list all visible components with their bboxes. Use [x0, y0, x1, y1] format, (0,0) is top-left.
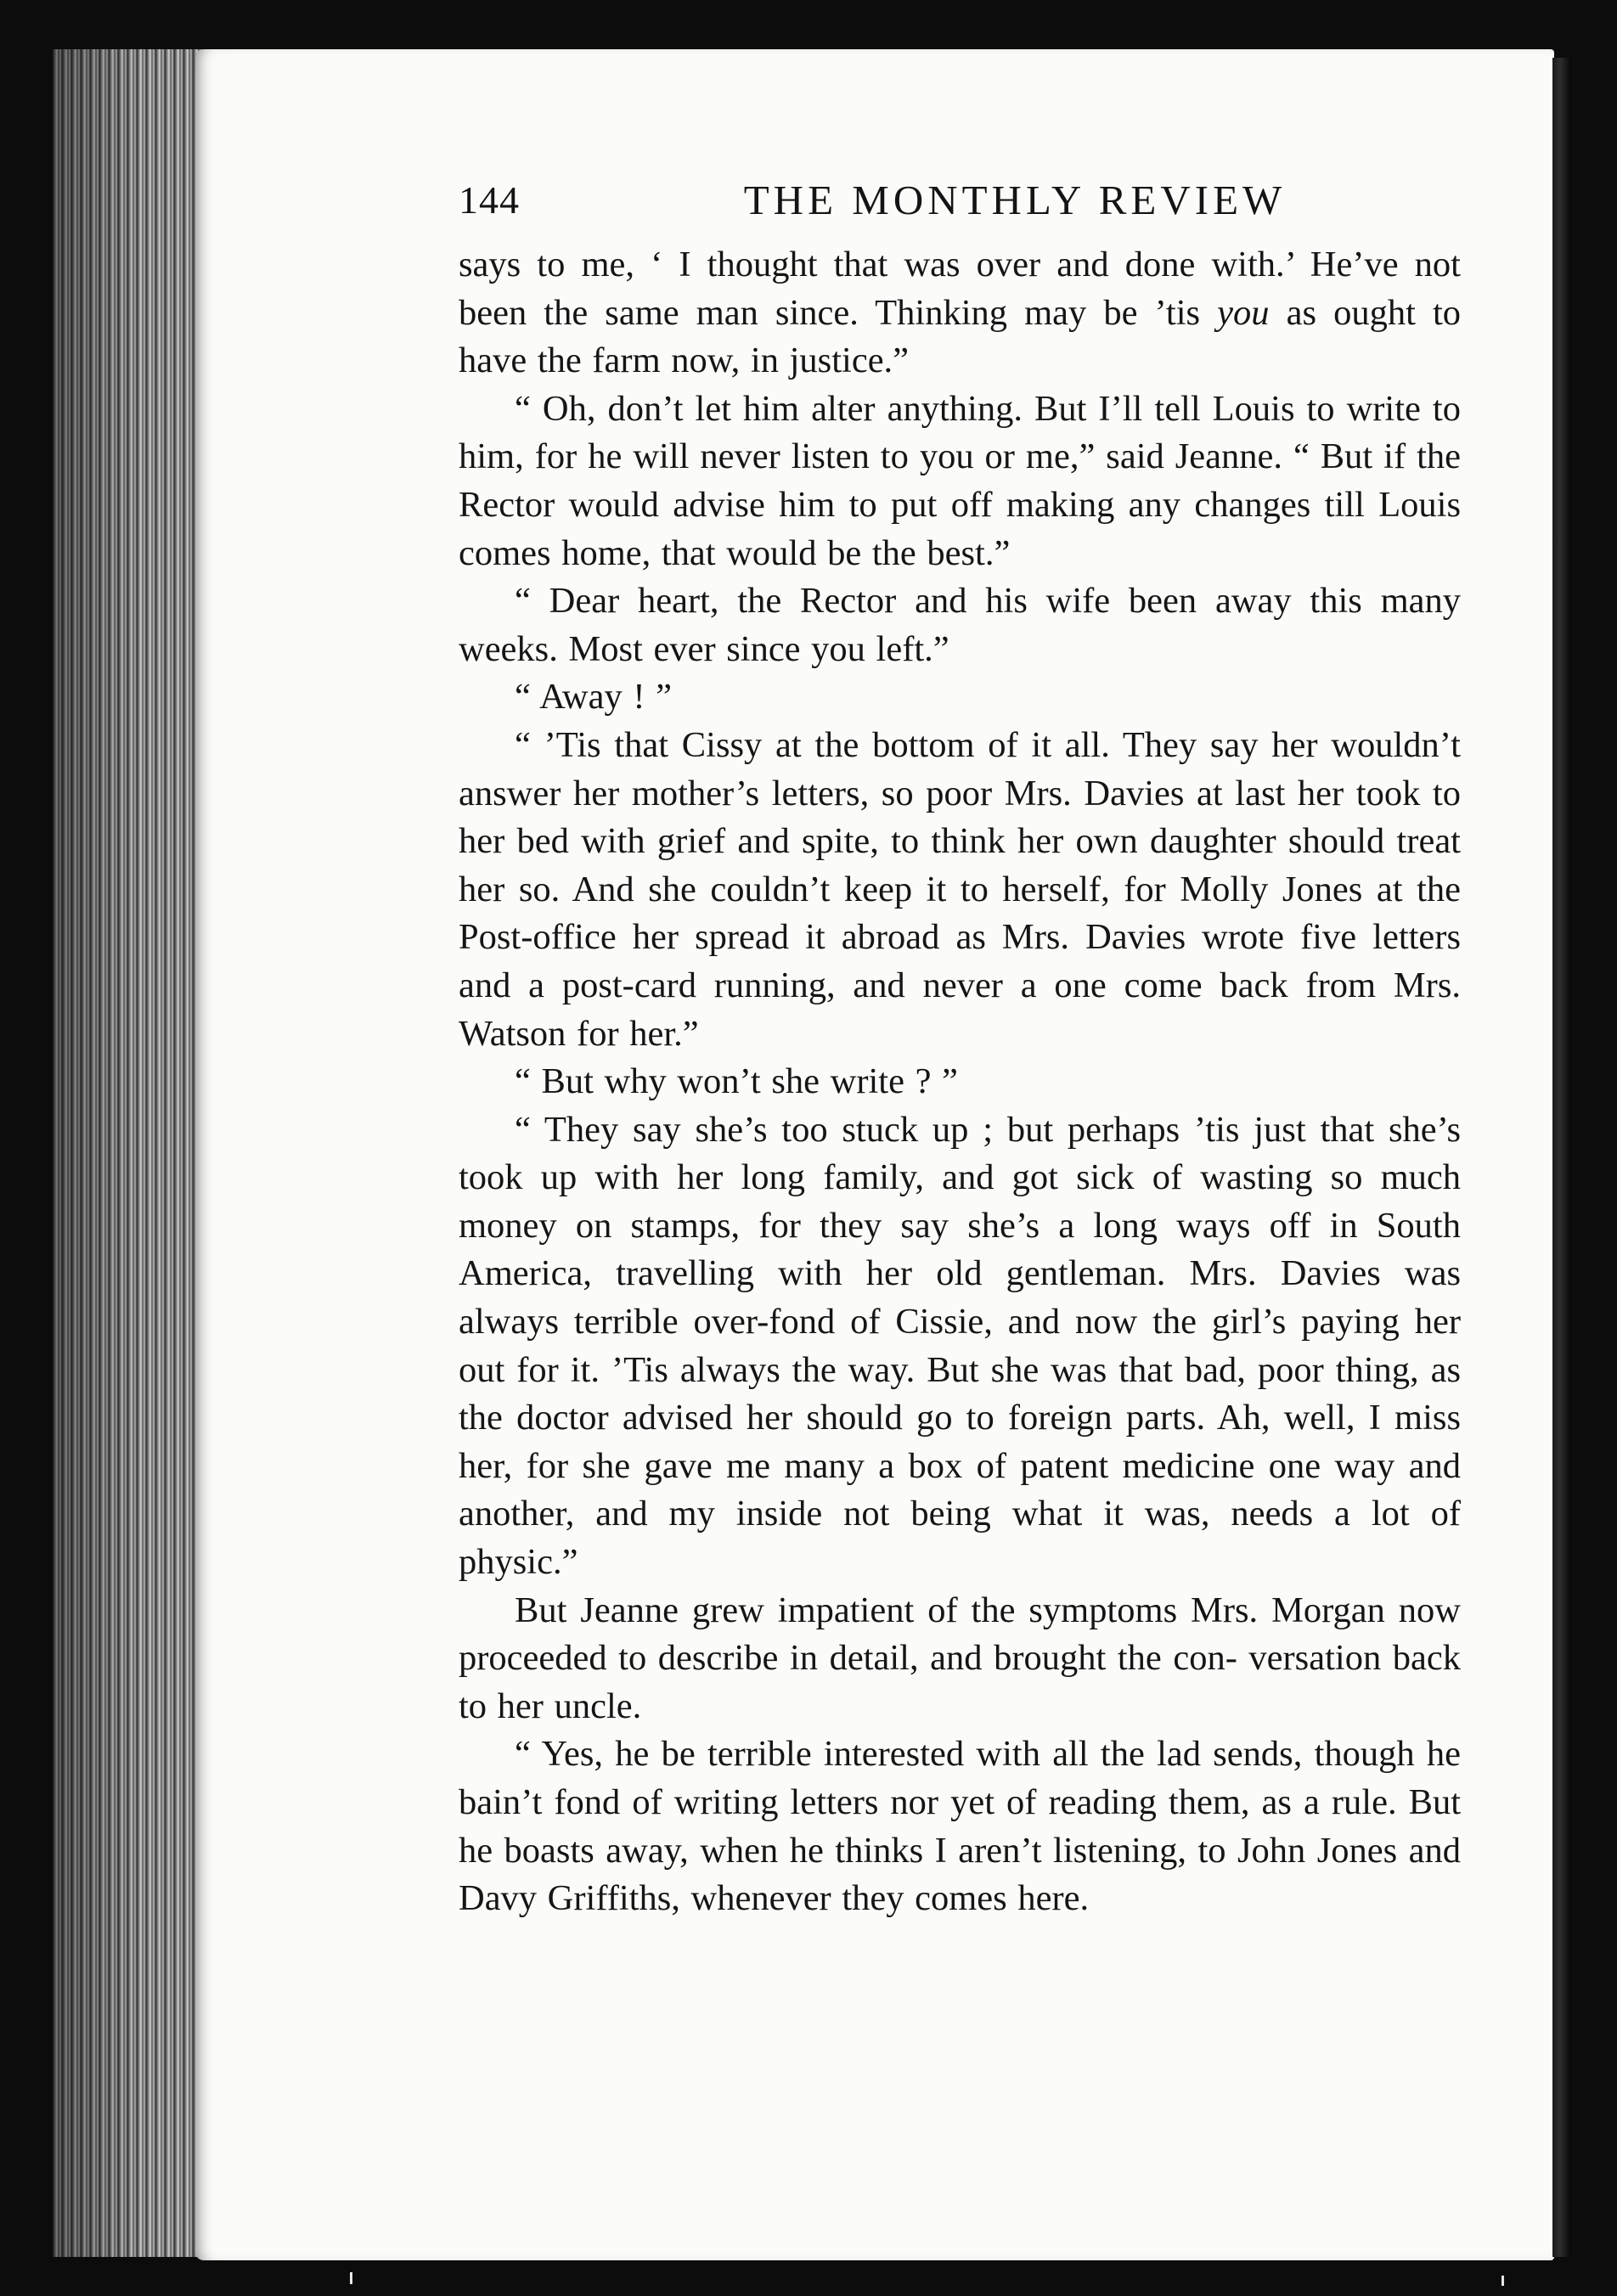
paragraph: “ ’Tis that Cissy at the bottom of it all. They say her wouldn’t answer her mother’s letters, so poor Mrs. Davies at last her took to her bed with grief and spite, to think her own daughter should treat her so. And she couldn’t keep it to herself, for Molly Jones at the Post-office her spread it abroad as Mrs. Davies wrote five letters and a post-card running, and never a one come back from Mrs. Watson for her.” [459, 724, 1461, 1054]
running-head [459, 172, 1461, 232]
paragraph [459, 241, 1461, 385]
emphasis-text: you [1217, 292, 1270, 333]
paragraph: “ Away ! ” [515, 677, 673, 718]
page-edges [53, 49, 202, 2257]
paragraph: “ But why won’t she write ? ” [515, 1061, 958, 1102]
paragraph-text: as ought to have the farm now, in justice.” [459, 292, 1462, 381]
paragraph: “ Yes, he be terrible interested with all the lad sends, though he bain’t fond of writing letters nor yet of reading them, as a rule. But he boasts away, when he thinks I aren’t listening, to John Jones and Davy Griffiths, whenever they comes here. [459, 1734, 1461, 1919]
paragraph: But Jeanne grew impatient of the symptoms Mrs. Morgan now proceeded to describe in detail, and brought the con- versation back to her uncle. [459, 1590, 1461, 1726]
paragraph: “ Oh, don’t let him alter anything. But I’ll tell Louis to write to him, for he will never listen to you or me,” said Jeanne. “ But if the Rector would advise him to put off making any changes till Louis comes home, that would be the best.” [459, 388, 1461, 573]
scan-speck [1502, 2276, 1504, 2286]
page-number: 144 [459, 178, 520, 222]
journal-title: THE MONTHLY REVIEW [743, 177, 1287, 223]
right-page-edge [1552, 58, 1571, 2257]
paragraph: “ They say she’s too stuck up ; but perhaps ’tis just that she’s took up with her long family, and got sick of wasting so much money on stamps, for they say she’s a long ways off in South America, travelling with her old gentleman. Mrs. Davies was always terrible over-fond of Cissie, and now the girl’s paying her out for it. ’Tis always the way. But she was that bad, poor thing, as the doctor advised her should go to foreign parts. Ah, well, I miss her, for she gave me many a box of patent medicine one way and another, and my inside not being what it was, needs a lot of physic.” [459, 1109, 1461, 1583]
text-block [459, 241, 1461, 1923]
scan-speck [350, 2272, 352, 2284]
paragraph: “ Dear heart, the Rector and his wife been away this many weeks. Most ever since you left.” [459, 581, 1461, 669]
paragraph-text: says to me, ‘ I thought that was over and done with.’ He’ve not been the same man since. Thinking may be ’tis [459, 245, 1461, 333]
